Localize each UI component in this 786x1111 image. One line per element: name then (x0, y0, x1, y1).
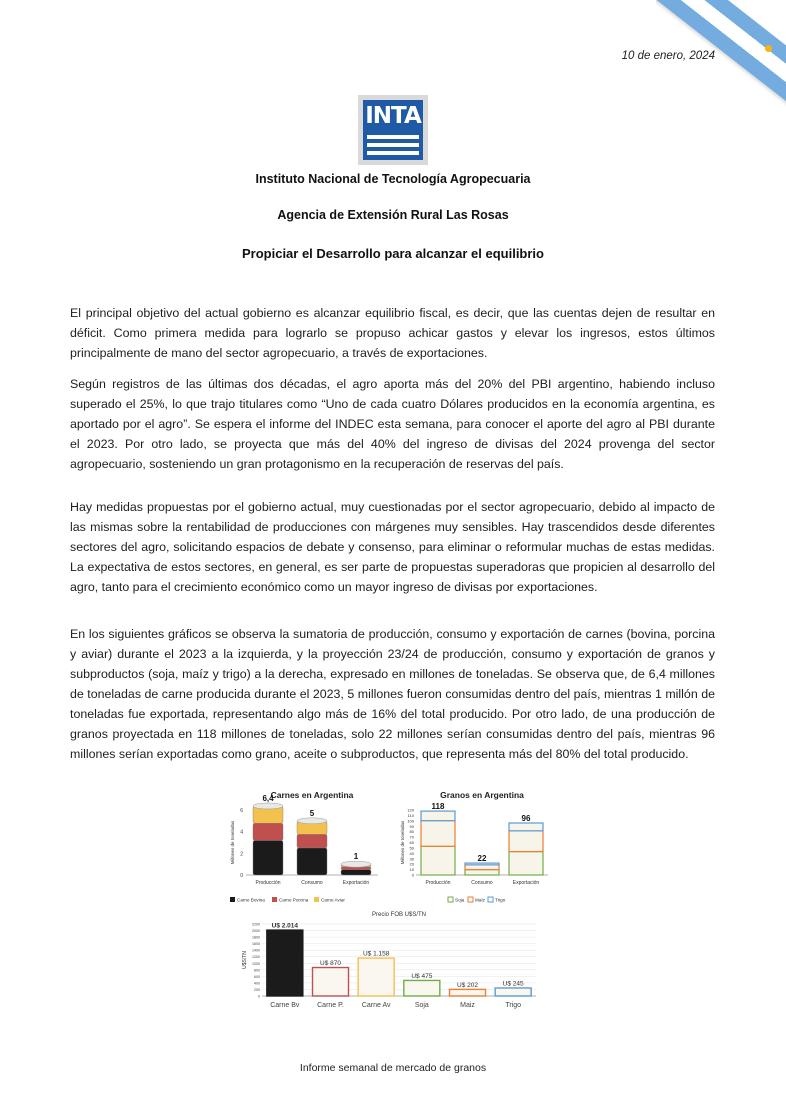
y-tick-label: 100 (407, 818, 414, 824)
bar-segment (465, 863, 499, 865)
y-tick-label: 10 (409, 867, 414, 873)
data-label: U$ 245 (502, 980, 524, 988)
data-label: U$ 202 (457, 981, 478, 989)
y-tick-label: 200 (254, 987, 260, 992)
y-tick-label: 2 (240, 851, 243, 858)
legend-label: Trigo (495, 897, 506, 903)
bar-segment (465, 865, 499, 870)
chart-granos (396, 788, 556, 908)
footer-text: Informe semanal de mercado de granos (299, 1062, 487, 1074)
legend-swatch (230, 897, 235, 902)
y-tick-label: 120 (407, 807, 414, 813)
argentina-flag-ribbon (656, 0, 786, 130)
y-tick-label: 800 (254, 968, 260, 973)
paragraph-4: En los siguientes gráficos se observa la sumatoria de producción, consumo y exportación de carnes (bovina, porcina y aviar) durante el 2023 a la izquierda, y la proyección 23/24 de producción, consumo y exportación de granos y subproductos (soja, maíz y trigo) a la derecha, expresado en millones de toneladas. Se observa que, de 6,4 millones de toneladas de carne producida durante el 2023, 5 millones fueron consumidas dentro del país, mientras 1 millón de toneladas fue exportada, representando algo más de 16% del total producido. Por otro lado, de una producción de granos proyectada en 118 millones de toneladas, solo 22 millones serían consumidas dentro del país, mientras 96 millones serían exportadas como grano, aceite o subproductos, que representa más del 80% del total producido. (70, 627, 715, 761)
legend-label: Carne Porcina (279, 897, 309, 903)
data-label: 22 (477, 854, 487, 864)
bar-top (341, 861, 371, 867)
x-tick-label: Carne Bv (270, 1002, 300, 1009)
chart-precio-fob (240, 910, 540, 1015)
y-tick-label: 80 (409, 829, 414, 835)
y-tick-label: 70 (409, 834, 414, 840)
data-label: 1 (353, 852, 359, 862)
data-label: U$ 475 (411, 972, 433, 980)
y-tick-label: 110 (407, 812, 414, 818)
bar (450, 989, 486, 996)
y-tick-label: 1400 (252, 948, 260, 953)
legend-swatch (314, 897, 319, 902)
chart-title: Carnes en Argentina (270, 790, 354, 800)
data-label: 96 (521, 814, 531, 823)
sun-icon (765, 45, 772, 52)
legend-swatch (272, 897, 277, 902)
y-tick-label: 4 (240, 829, 243, 836)
bar (495, 988, 531, 996)
y-tick-label: 2200 (252, 922, 260, 927)
y-axis-label: U$S/TN (242, 951, 248, 969)
x-tick-label: Producción (425, 880, 451, 886)
logo-text: INTA (365, 103, 421, 129)
bar-segment (421, 811, 455, 821)
bar-top (253, 803, 283, 809)
y-tick-label: 0 (240, 873, 243, 879)
agency-name: Agencia de Extensión Rural Las Rosas (277, 208, 509, 222)
institution-name: Instituto Nacional de Tecnología Agropecuaria (255, 172, 531, 186)
bar (267, 930, 303, 996)
y-tick-label: 1600 (252, 942, 260, 947)
bar-segment (253, 841, 283, 876)
y-tick-label: 6 (240, 808, 243, 814)
legend-label: Maíz (475, 897, 485, 903)
y-tick-label: 1200 (252, 955, 260, 960)
x-tick-label: Trigo (505, 1002, 522, 1009)
bar-segment (421, 821, 455, 847)
y-tick-label: 0 (411, 872, 414, 878)
bar (313, 968, 349, 996)
legend-swatch (448, 897, 453, 902)
bar-top (297, 818, 327, 824)
bar-segment (509, 823, 543, 831)
y-tick-label: 1800 (252, 935, 260, 940)
y-tick-label: 0 (258, 994, 260, 999)
x-tick-label: Exportación (512, 880, 540, 886)
y-tick-label: 20 (409, 861, 414, 867)
data-label: 5 (309, 808, 315, 818)
x-tick-label: Carne Av (361, 1002, 391, 1009)
y-axis-label: Millones de toneladas (400, 820, 405, 865)
data-label: U$ 2.014 (271, 922, 299, 930)
chart-title: Precio FOB U$S/TN (371, 912, 427, 918)
legend-swatch (488, 897, 493, 902)
bar-segment (253, 823, 283, 840)
legend-label: Carne Aviar (321, 897, 345, 903)
y-tick-label: 50 (409, 845, 414, 851)
y-tick-label: 90 (409, 823, 414, 829)
paragraph-3: Hay medidas propuestas por el gobierno actual, muy cuestionadas por el sector agropecuario, debido al impacto de las mismas sobre la rentabilidad de producciones con márgenes muy sensibles. Hay trascendidos desde diferentes sectores del agro, solicitando espacios de debate y consenso, para eliminar o reformular muchas de estas medidas. La expectativa de estos sectores, en general, es ser parte de propuestas superadoras que propicien al desarrollo del agro, tanto para el crecimiento económico como un mayor ingreso de divisas por exportaciones. (70, 500, 715, 594)
x-tick-label: Exportación (342, 880, 370, 886)
x-tick-label: Consumo (301, 880, 323, 886)
x-tick-label: Carne P. (317, 1002, 344, 1009)
data-label: U$ 1.158 (362, 950, 390, 958)
inta-logo (358, 95, 428, 165)
bar-segment (465, 870, 499, 875)
x-tick-label: Producción (255, 880, 281, 886)
legend-label: Carne Bovina (237, 897, 265, 903)
bar-segment (341, 870, 371, 875)
x-tick-label: Consumo (471, 880, 493, 886)
chart-carnes (228, 788, 388, 908)
bar-segment (297, 848, 327, 875)
x-tick-label: Maiz (460, 1002, 475, 1009)
bar-segment (297, 834, 327, 848)
legend-label: Soja (455, 897, 465, 903)
bar-segment (509, 831, 543, 852)
y-tick-label: 1000 (252, 961, 260, 966)
bar (358, 958, 394, 996)
paragraph-1: El principal objetivo del actual gobierno es alcanzar equilibrio fiscal, es decir, que las cuentas dejen de resultar en déficit. Como primera medida para lograrlo se propuso achicar gastos y elevar los ingresos, estos últimos principalmente de mano del sector agropecuario, a través de exportaciones. (70, 306, 715, 360)
x-tick-label: Soja (414, 1002, 429, 1009)
chart-title: Granos en Argentina (440, 790, 524, 800)
bar-segment (421, 846, 455, 875)
y-tick-label: 400 (254, 981, 260, 986)
y-tick-label: 60 (409, 840, 414, 845)
y-axis-label: Millones de toneladas (230, 820, 235, 865)
data-label: U$ 870 (320, 960, 341, 968)
legend-swatch (468, 897, 473, 902)
data-label: 6,4 (262, 794, 274, 803)
y-tick-label: 30 (409, 856, 414, 862)
document-title: Propiciar el Desarrollo para alcanzar el equilibrio (241, 246, 544, 261)
y-tick-label: 2000 (252, 929, 260, 934)
bar (404, 980, 440, 996)
document-date: 10 de enero, 2024 (621, 50, 715, 62)
bar-segment (509, 852, 543, 875)
paragraph-2: Según registros de las últimas dos décadas, el agro aporta más del 20% del PBI argentino, habiendo incluso superado el 25%, lo que trajo titulares como “Uno de cada cuatro Dólares producidos en la economía argentina, es aportado por el agro”. Se espera el informe del INDEC esta semana, para conocer el aporte del agro al PBI durante el 2023. Por otro lado, se proyecta que más del 40% del ingreso de divisas del 2024 provenga del sector agropecuario, sosteniendo un gran protagonismo en la recuperación de reservas del país. (70, 377, 715, 471)
data-label: 118 (431, 802, 445, 812)
y-tick-label: 40 (409, 850, 414, 856)
y-tick-label: 600 (254, 974, 260, 979)
